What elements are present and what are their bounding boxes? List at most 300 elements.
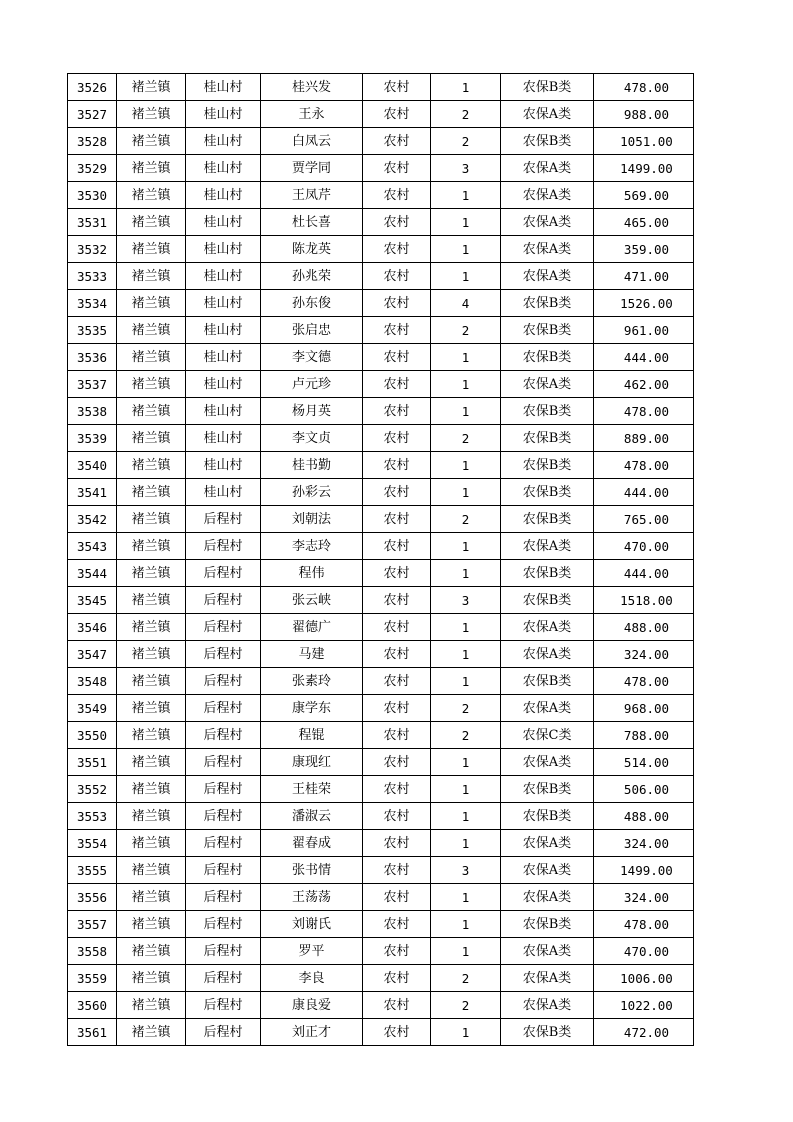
town-cell: 褚兰镇 [117, 209, 186, 236]
amount-cell: 465.00 [594, 209, 694, 236]
record-number-cell: 3541 [68, 479, 117, 506]
amount-cell: 765.00 [594, 506, 694, 533]
area-type-cell: 农村 [363, 425, 431, 452]
town-cell: 褚兰镇 [117, 398, 186, 425]
village-cell: 桂山村 [186, 425, 261, 452]
person-name-cell: 王桂荣 [261, 776, 363, 803]
table-row [68, 668, 694, 695]
town-cell: 褚兰镇 [117, 965, 186, 992]
amount-cell: 1499.00 [594, 857, 694, 884]
town-cell: 褚兰镇 [117, 641, 186, 668]
household-count-cell: 1 [431, 938, 501, 965]
person-name-cell: 孙兆荣 [261, 263, 363, 290]
village-cell: 后程村 [186, 695, 261, 722]
household-count-cell: 1 [431, 371, 501, 398]
town-cell: 褚兰镇 [117, 452, 186, 479]
person-name-cell: 桂书勤 [261, 452, 363, 479]
table-row [68, 236, 694, 263]
record-number-cell: 3529 [68, 155, 117, 182]
area-type-cell: 农村 [363, 452, 431, 479]
household-count-cell: 1 [431, 182, 501, 209]
amount-cell: 478.00 [594, 911, 694, 938]
insurance-category-cell: 农保A类 [501, 182, 594, 209]
town-cell: 褚兰镇 [117, 74, 186, 101]
insurance-category-cell: 农保A类 [501, 101, 594, 128]
person-name-cell: 王荡荡 [261, 884, 363, 911]
amount-cell: 470.00 [594, 938, 694, 965]
table-row [68, 533, 694, 560]
area-type-cell: 农村 [363, 344, 431, 371]
area-type-cell: 农村 [363, 74, 431, 101]
insurance-category-cell: 农保B类 [501, 290, 594, 317]
area-type-cell: 农村 [363, 938, 431, 965]
amount-cell: 478.00 [594, 452, 694, 479]
person-name-cell: 马建 [261, 641, 363, 668]
household-count-cell: 2 [431, 722, 501, 749]
village-cell: 桂山村 [186, 209, 261, 236]
amount-cell: 324.00 [594, 884, 694, 911]
village-cell: 桂山村 [186, 479, 261, 506]
person-name-cell: 卢元珍 [261, 371, 363, 398]
table-row [68, 749, 694, 776]
area-type-cell: 农村 [363, 722, 431, 749]
area-type-cell: 农村 [363, 290, 431, 317]
person-name-cell: 杨月英 [261, 398, 363, 425]
insurance-category-cell: 农保A类 [501, 236, 594, 263]
town-cell: 褚兰镇 [117, 668, 186, 695]
area-type-cell: 农村 [363, 857, 431, 884]
record-number-cell: 3550 [68, 722, 117, 749]
town-cell: 褚兰镇 [117, 344, 186, 371]
village-cell: 桂山村 [186, 344, 261, 371]
town-cell: 褚兰镇 [117, 479, 186, 506]
amount-cell: 471.00 [594, 263, 694, 290]
amount-cell: 1051.00 [594, 128, 694, 155]
record-number-cell: 3539 [68, 425, 117, 452]
insurance-category-cell: 农保B类 [501, 479, 594, 506]
town-cell: 褚兰镇 [117, 722, 186, 749]
household-count-cell: 3 [431, 857, 501, 884]
insurance-category-cell: 农保A类 [501, 263, 594, 290]
insurance-category-cell: 农保A类 [501, 938, 594, 965]
amount-cell: 1518.00 [594, 587, 694, 614]
insurance-category-cell: 农保A类 [501, 209, 594, 236]
table-row [68, 992, 694, 1019]
household-count-cell: 1 [431, 641, 501, 668]
table-row [68, 830, 694, 857]
town-cell: 褚兰镇 [117, 236, 186, 263]
village-cell: 桂山村 [186, 236, 261, 263]
table-row [68, 695, 694, 722]
town-cell: 褚兰镇 [117, 371, 186, 398]
household-count-cell: 1 [431, 74, 501, 101]
area-type-cell: 农村 [363, 263, 431, 290]
household-count-cell: 1 [431, 1019, 501, 1046]
area-type-cell: 农村 [363, 749, 431, 776]
area-type-cell: 农村 [363, 965, 431, 992]
table-row [68, 911, 694, 938]
insurance-category-cell: 农保A类 [501, 884, 594, 911]
village-cell: 后程村 [186, 830, 261, 857]
household-count-cell: 1 [431, 344, 501, 371]
amount-cell: 506.00 [594, 776, 694, 803]
amount-cell: 1499.00 [594, 155, 694, 182]
village-cell: 桂山村 [186, 155, 261, 182]
record-number-cell: 3533 [68, 263, 117, 290]
table-row [68, 344, 694, 371]
household-count-cell: 3 [431, 587, 501, 614]
village-cell: 桂山村 [186, 128, 261, 155]
record-number-cell: 3553 [68, 803, 117, 830]
record-number-cell: 3557 [68, 911, 117, 938]
village-cell: 桂山村 [186, 182, 261, 209]
insurance-category-cell: 农保B类 [501, 344, 594, 371]
record-number-cell: 3530 [68, 182, 117, 209]
record-number-cell: 3535 [68, 317, 117, 344]
household-count-cell: 1 [431, 668, 501, 695]
town-cell: 褚兰镇 [117, 263, 186, 290]
record-number-cell: 3545 [68, 587, 117, 614]
person-name-cell: 张素玲 [261, 668, 363, 695]
town-cell: 褚兰镇 [117, 101, 186, 128]
insurance-category-cell: 农保B类 [501, 506, 594, 533]
village-cell: 后程村 [186, 884, 261, 911]
insurance-category-cell: 农保A类 [501, 614, 594, 641]
insurance-category-cell: 农保A类 [501, 641, 594, 668]
record-number-cell: 3547 [68, 641, 117, 668]
household-count-cell: 1 [431, 884, 501, 911]
person-name-cell: 王凤芹 [261, 182, 363, 209]
amount-cell: 1006.00 [594, 965, 694, 992]
person-name-cell: 程伟 [261, 560, 363, 587]
area-type-cell: 农村 [363, 560, 431, 587]
area-type-cell: 农村 [363, 398, 431, 425]
area-type-cell: 农村 [363, 992, 431, 1019]
area-type-cell: 农村 [363, 695, 431, 722]
record-number-cell: 3527 [68, 101, 117, 128]
area-type-cell: 农村 [363, 506, 431, 533]
area-type-cell: 农村 [363, 668, 431, 695]
area-type-cell: 农村 [363, 182, 431, 209]
insurance-category-cell: 农保A类 [501, 965, 594, 992]
records-table [67, 73, 694, 1046]
area-type-cell: 农村 [363, 236, 431, 263]
record-number-cell: 3555 [68, 857, 117, 884]
insurance-category-cell: 农保B类 [501, 74, 594, 101]
record-number-cell: 3544 [68, 560, 117, 587]
amount-cell: 968.00 [594, 695, 694, 722]
household-count-cell: 1 [431, 614, 501, 641]
table-row [68, 965, 694, 992]
town-cell: 褚兰镇 [117, 749, 186, 776]
person-name-cell: 张启忠 [261, 317, 363, 344]
household-count-cell: 2 [431, 965, 501, 992]
amount-cell: 470.00 [594, 533, 694, 560]
person-name-cell: 康现红 [261, 749, 363, 776]
insurance-category-cell: 农保A类 [501, 371, 594, 398]
amount-cell: 514.00 [594, 749, 694, 776]
person-name-cell: 李良 [261, 965, 363, 992]
amount-cell: 359.00 [594, 236, 694, 263]
insurance-category-cell: 农保A类 [501, 155, 594, 182]
amount-cell: 889.00 [594, 425, 694, 452]
table-row [68, 479, 694, 506]
area-type-cell: 农村 [363, 128, 431, 155]
household-count-cell: 2 [431, 992, 501, 1019]
village-cell: 桂山村 [186, 452, 261, 479]
town-cell: 褚兰镇 [117, 938, 186, 965]
amount-cell: 961.00 [594, 317, 694, 344]
household-count-cell: 1 [431, 452, 501, 479]
table-row [68, 290, 694, 317]
insurance-category-cell: 农保B类 [501, 911, 594, 938]
town-cell: 褚兰镇 [117, 803, 186, 830]
village-cell: 后程村 [186, 857, 261, 884]
person-name-cell: 桂兴发 [261, 74, 363, 101]
area-type-cell: 农村 [363, 317, 431, 344]
amount-cell: 324.00 [594, 830, 694, 857]
table-row [68, 317, 694, 344]
record-number-cell: 3526 [68, 74, 117, 101]
village-cell: 后程村 [186, 938, 261, 965]
amount-cell: 788.00 [594, 722, 694, 749]
village-cell: 后程村 [186, 641, 261, 668]
household-count-cell: 1 [431, 560, 501, 587]
household-count-cell: 2 [431, 128, 501, 155]
insurance-category-cell: 农保A类 [501, 749, 594, 776]
village-cell: 后程村 [186, 614, 261, 641]
table-row [68, 155, 694, 182]
insurance-category-cell: 农保A类 [501, 992, 594, 1019]
table-row [68, 74, 694, 101]
household-count-cell: 1 [431, 236, 501, 263]
village-cell: 桂山村 [186, 263, 261, 290]
village-cell: 后程村 [186, 776, 261, 803]
household-count-cell: 1 [431, 830, 501, 857]
town-cell: 褚兰镇 [117, 776, 186, 803]
village-cell: 后程村 [186, 803, 261, 830]
records-body [68, 74, 694, 1046]
village-cell: 桂山村 [186, 371, 261, 398]
person-name-cell: 刘正才 [261, 1019, 363, 1046]
record-number-cell: 3554 [68, 830, 117, 857]
village-cell: 后程村 [186, 533, 261, 560]
person-name-cell: 刘朝法 [261, 506, 363, 533]
insurance-category-cell: 农保B类 [501, 452, 594, 479]
table-row [68, 587, 694, 614]
area-type-cell: 农村 [363, 479, 431, 506]
village-cell: 后程村 [186, 911, 261, 938]
insurance-category-cell: 农保B类 [501, 587, 594, 614]
insurance-category-cell: 农保B类 [501, 425, 594, 452]
table-row [68, 398, 694, 425]
person-name-cell: 潘淑云 [261, 803, 363, 830]
record-number-cell: 3534 [68, 290, 117, 317]
table-row [68, 263, 694, 290]
person-name-cell: 王永 [261, 101, 363, 128]
village-cell: 后程村 [186, 668, 261, 695]
person-name-cell: 康良爱 [261, 992, 363, 1019]
insurance-category-cell: 农保A类 [501, 830, 594, 857]
table-row [68, 209, 694, 236]
table-row [68, 101, 694, 128]
household-count-cell: 2 [431, 695, 501, 722]
table-row [68, 722, 694, 749]
person-name-cell: 李文贞 [261, 425, 363, 452]
insurance-category-cell: 农保B类 [501, 398, 594, 425]
table-row [68, 776, 694, 803]
area-type-cell: 农村 [363, 587, 431, 614]
area-type-cell: 农村 [363, 776, 431, 803]
town-cell: 褚兰镇 [117, 992, 186, 1019]
table-row [68, 182, 694, 209]
amount-cell: 444.00 [594, 479, 694, 506]
table-row [68, 614, 694, 641]
person-name-cell: 李志玲 [261, 533, 363, 560]
person-name-cell: 程锟 [261, 722, 363, 749]
person-name-cell: 陈龙英 [261, 236, 363, 263]
person-name-cell: 张云峡 [261, 587, 363, 614]
area-type-cell: 农村 [363, 830, 431, 857]
town-cell: 褚兰镇 [117, 857, 186, 884]
record-number-cell: 3548 [68, 668, 117, 695]
village-cell: 桂山村 [186, 101, 261, 128]
village-cell: 桂山村 [186, 290, 261, 317]
insurance-category-cell: 农保C类 [501, 722, 594, 749]
table-row [68, 425, 694, 452]
area-type-cell: 农村 [363, 884, 431, 911]
table-row [68, 560, 694, 587]
amount-cell: 488.00 [594, 803, 694, 830]
person-name-cell: 翟德广 [261, 614, 363, 641]
amount-cell: 569.00 [594, 182, 694, 209]
table-row [68, 128, 694, 155]
area-type-cell: 农村 [363, 614, 431, 641]
town-cell: 褚兰镇 [117, 425, 186, 452]
amount-cell: 988.00 [594, 101, 694, 128]
village-cell: 后程村 [186, 992, 261, 1019]
household-count-cell: 1 [431, 911, 501, 938]
town-cell: 褚兰镇 [117, 560, 186, 587]
record-number-cell: 3543 [68, 533, 117, 560]
table-row [68, 452, 694, 479]
person-name-cell: 罗平 [261, 938, 363, 965]
person-name-cell: 张书情 [261, 857, 363, 884]
record-number-cell: 3528 [68, 128, 117, 155]
amount-cell: 1526.00 [594, 290, 694, 317]
insurance-category-cell: 农保B类 [501, 560, 594, 587]
amount-cell: 444.00 [594, 344, 694, 371]
table-row [68, 884, 694, 911]
village-cell: 桂山村 [186, 317, 261, 344]
amount-cell: 488.00 [594, 614, 694, 641]
insurance-category-cell: 农保A类 [501, 857, 594, 884]
town-cell: 褚兰镇 [117, 506, 186, 533]
record-number-cell: 3560 [68, 992, 117, 1019]
household-count-cell: 1 [431, 263, 501, 290]
town-cell: 褚兰镇 [117, 884, 186, 911]
amount-cell: 478.00 [594, 398, 694, 425]
record-number-cell: 3542 [68, 506, 117, 533]
insurance-category-cell: 农保B类 [501, 128, 594, 155]
village-cell: 后程村 [186, 965, 261, 992]
person-name-cell: 康学东 [261, 695, 363, 722]
village-cell: 后程村 [186, 749, 261, 776]
table-row [68, 506, 694, 533]
area-type-cell: 农村 [363, 911, 431, 938]
town-cell: 褚兰镇 [117, 587, 186, 614]
village-cell: 桂山村 [186, 398, 261, 425]
town-cell: 褚兰镇 [117, 911, 186, 938]
area-type-cell: 农村 [363, 803, 431, 830]
town-cell: 褚兰镇 [117, 290, 186, 317]
household-count-cell: 4 [431, 290, 501, 317]
amount-cell: 1022.00 [594, 992, 694, 1019]
record-number-cell: 3559 [68, 965, 117, 992]
town-cell: 褚兰镇 [117, 128, 186, 155]
household-count-cell: 1 [431, 749, 501, 776]
household-count-cell: 2 [431, 425, 501, 452]
table-row [68, 803, 694, 830]
record-number-cell: 3538 [68, 398, 117, 425]
amount-cell: 472.00 [594, 1019, 694, 1046]
record-number-cell: 3536 [68, 344, 117, 371]
record-number-cell: 3532 [68, 236, 117, 263]
town-cell: 褚兰镇 [117, 1019, 186, 1046]
person-name-cell: 翟春成 [261, 830, 363, 857]
table-row [68, 1019, 694, 1046]
amount-cell: 462.00 [594, 371, 694, 398]
record-number-cell: 3549 [68, 695, 117, 722]
person-name-cell: 孙东俊 [261, 290, 363, 317]
household-count-cell: 1 [431, 398, 501, 425]
town-cell: 褚兰镇 [117, 533, 186, 560]
insurance-category-cell: 农保B类 [501, 803, 594, 830]
household-count-cell: 1 [431, 803, 501, 830]
person-name-cell: 孙彩云 [261, 479, 363, 506]
record-number-cell: 3552 [68, 776, 117, 803]
table-row [68, 371, 694, 398]
record-number-cell: 3556 [68, 884, 117, 911]
household-count-cell: 3 [431, 155, 501, 182]
amount-cell: 478.00 [594, 668, 694, 695]
area-type-cell: 农村 [363, 209, 431, 236]
insurance-category-cell: 农保B类 [501, 317, 594, 344]
town-cell: 褚兰镇 [117, 614, 186, 641]
record-number-cell: 3546 [68, 614, 117, 641]
table-row [68, 641, 694, 668]
area-type-cell: 农村 [363, 1019, 431, 1046]
record-number-cell: 3551 [68, 749, 117, 776]
table-row [68, 857, 694, 884]
area-type-cell: 农村 [363, 155, 431, 182]
insurance-category-cell: 农保B类 [501, 668, 594, 695]
area-type-cell: 农村 [363, 533, 431, 560]
town-cell: 褚兰镇 [117, 830, 186, 857]
town-cell: 褚兰镇 [117, 155, 186, 182]
insurance-category-cell: 农保B类 [501, 1019, 594, 1046]
insurance-category-cell: 农保B类 [501, 776, 594, 803]
area-type-cell: 农村 [363, 101, 431, 128]
record-number-cell: 3531 [68, 209, 117, 236]
person-name-cell: 贾学同 [261, 155, 363, 182]
person-name-cell: 杜长喜 [261, 209, 363, 236]
person-name-cell: 白凤云 [261, 128, 363, 155]
insurance-category-cell: 农保A类 [501, 533, 594, 560]
village-cell: 桂山村 [186, 74, 261, 101]
village-cell: 后程村 [186, 587, 261, 614]
area-type-cell: 农村 [363, 371, 431, 398]
